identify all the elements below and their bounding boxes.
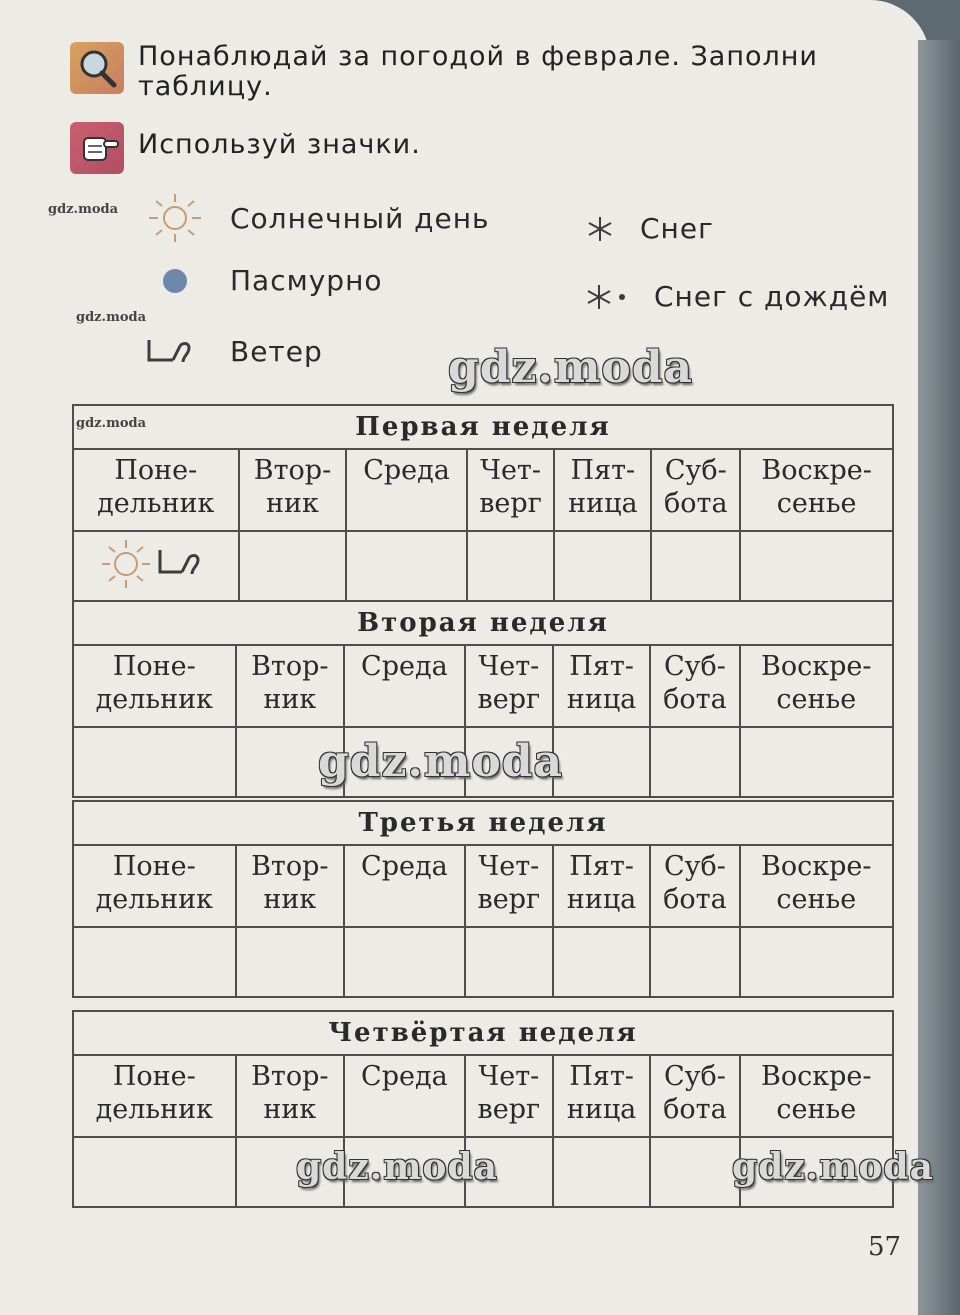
weather-cell[interactable] bbox=[740, 927, 893, 997]
day-header-monday: Поне- дельник bbox=[73, 449, 239, 531]
weather-cell[interactable] bbox=[553, 927, 650, 997]
watermark-large: gdz.moda bbox=[318, 736, 564, 787]
magnifier-icon bbox=[70, 42, 124, 94]
weather-cell[interactable] bbox=[73, 1137, 236, 1207]
day-header-wednesday: Среда bbox=[344, 845, 465, 927]
day-header-monday: Поне- дельник bbox=[73, 845, 236, 927]
watermark-small: gdz.moda bbox=[76, 416, 147, 431]
weather-cell[interactable] bbox=[553, 727, 650, 797]
weather-cell[interactable] bbox=[650, 927, 739, 997]
day-header-monday: Поне- дельник bbox=[73, 645, 236, 727]
week-title: Третья неделя bbox=[73, 801, 893, 845]
task-observe bbox=[70, 42, 818, 100]
watermark-small: gdz.moda bbox=[48, 202, 119, 217]
day-header-friday: Пят- ница bbox=[553, 645, 650, 727]
weather-cell[interactable] bbox=[465, 927, 553, 997]
day-header-monday: Поне- дельник bbox=[73, 1055, 236, 1137]
day-header-sunday: Воскре- сенье bbox=[740, 1055, 893, 1137]
weather-cell[interactable] bbox=[740, 531, 893, 601]
day-header-saturday: Суб- бота bbox=[650, 845, 739, 927]
legend-sunny-label: Солнечный день bbox=[230, 201, 490, 235]
day-header-saturday: Суб- бота bbox=[651, 449, 740, 531]
day-header-saturday: Суб- бота bbox=[650, 645, 739, 727]
filled-circle-icon bbox=[140, 266, 210, 296]
day-header-thursday: Чет- верг bbox=[465, 845, 553, 927]
day-header-wednesday: Среда bbox=[344, 645, 465, 727]
legend-snow bbox=[580, 212, 714, 245]
watermark-small: gdz.moda bbox=[76, 310, 147, 325]
weather-cell[interactable] bbox=[73, 727, 236, 797]
day-header-friday: Пят- ница bbox=[554, 449, 651, 531]
day-header-sunday: Воскре- сенье bbox=[740, 845, 893, 927]
legend-sunny bbox=[140, 190, 490, 246]
legend-wind-label: Ветер bbox=[230, 334, 323, 368]
weather-cell[interactable] bbox=[553, 1137, 650, 1207]
watermark-large: gdz.moda bbox=[296, 1146, 498, 1188]
day-header-tuesday: Втор- ник bbox=[239, 449, 347, 531]
day-header-wednesday: Среда bbox=[346, 449, 466, 531]
legend-sleet-label: Снег с дождём bbox=[654, 280, 890, 313]
task-observe-line2: таблицу. bbox=[138, 71, 273, 102]
weather-cell[interactable] bbox=[346, 531, 466, 601]
task-use-icons bbox=[70, 122, 421, 180]
legend-wind bbox=[140, 334, 323, 368]
weather-cell[interactable] bbox=[554, 531, 651, 601]
weather-cell[interactable] bbox=[650, 1137, 739, 1207]
day-header-friday: Пят- ница bbox=[553, 1055, 650, 1137]
weather-cell[interactable] bbox=[740, 727, 893, 797]
task-observe-text bbox=[138, 42, 818, 102]
day-header-tuesday: Втор- ник bbox=[236, 1055, 344, 1137]
sample-sun-wind-icon bbox=[96, 536, 216, 592]
weather-cell[interactable] bbox=[650, 727, 739, 797]
task-use-text: Используй значки. bbox=[138, 129, 421, 160]
snowflake-dot-icon bbox=[580, 282, 634, 312]
day-header-friday: Пят- ница bbox=[553, 845, 650, 927]
day-header-wednesday: Среда bbox=[344, 1055, 465, 1137]
weather-cell[interactable] bbox=[73, 531, 239, 601]
weather-cell[interactable] bbox=[239, 531, 347, 601]
wind-icon bbox=[140, 334, 210, 368]
week-title: Четвёртая неделя bbox=[73, 1011, 893, 1055]
day-header-tuesday: Втор- ник bbox=[236, 645, 344, 727]
watermark-large: gdz.moda bbox=[448, 342, 694, 393]
legend-sleet bbox=[580, 280, 889, 313]
legend-cloudy bbox=[140, 264, 383, 297]
week-table-3 bbox=[72, 800, 894, 998]
week-table-1 bbox=[72, 404, 894, 602]
task-observe-line1: Понаблюдай за погодой в феврале. Заполни bbox=[138, 41, 818, 72]
day-header-tuesday: Втор- ник bbox=[236, 845, 344, 927]
watermark-large: gdz.moda bbox=[732, 1146, 934, 1188]
pointing-hand-icon bbox=[70, 122, 124, 174]
day-header-saturday: Суб- бота bbox=[650, 1055, 739, 1137]
snowflake-icon bbox=[580, 214, 620, 244]
week-title: Вторая неделя bbox=[73, 601, 893, 645]
day-header-thursday: Чет- верг bbox=[465, 645, 553, 727]
weather-cell[interactable] bbox=[344, 927, 465, 997]
weather-cell[interactable] bbox=[467, 531, 555, 601]
page-number: 57 bbox=[868, 1232, 902, 1262]
weather-cell[interactable] bbox=[651, 531, 740, 601]
week-title: Первая неделя bbox=[73, 405, 893, 449]
day-header-thursday: Чет- верг bbox=[465, 1055, 553, 1137]
page-edge bbox=[918, 40, 960, 1315]
sun-icon bbox=[140, 190, 210, 246]
legend-snow-label: Снег bbox=[640, 212, 714, 245]
legend-cloudy-label: Пасмурно bbox=[230, 264, 383, 297]
weather-cell[interactable] bbox=[73, 927, 236, 997]
day-header-sunday: Воскре- сенье bbox=[740, 645, 893, 727]
day-header-sunday: Воскре- сенье bbox=[740, 449, 893, 531]
day-header-thursday: Чет- верг bbox=[467, 449, 555, 531]
weather-cell[interactable] bbox=[236, 927, 344, 997]
